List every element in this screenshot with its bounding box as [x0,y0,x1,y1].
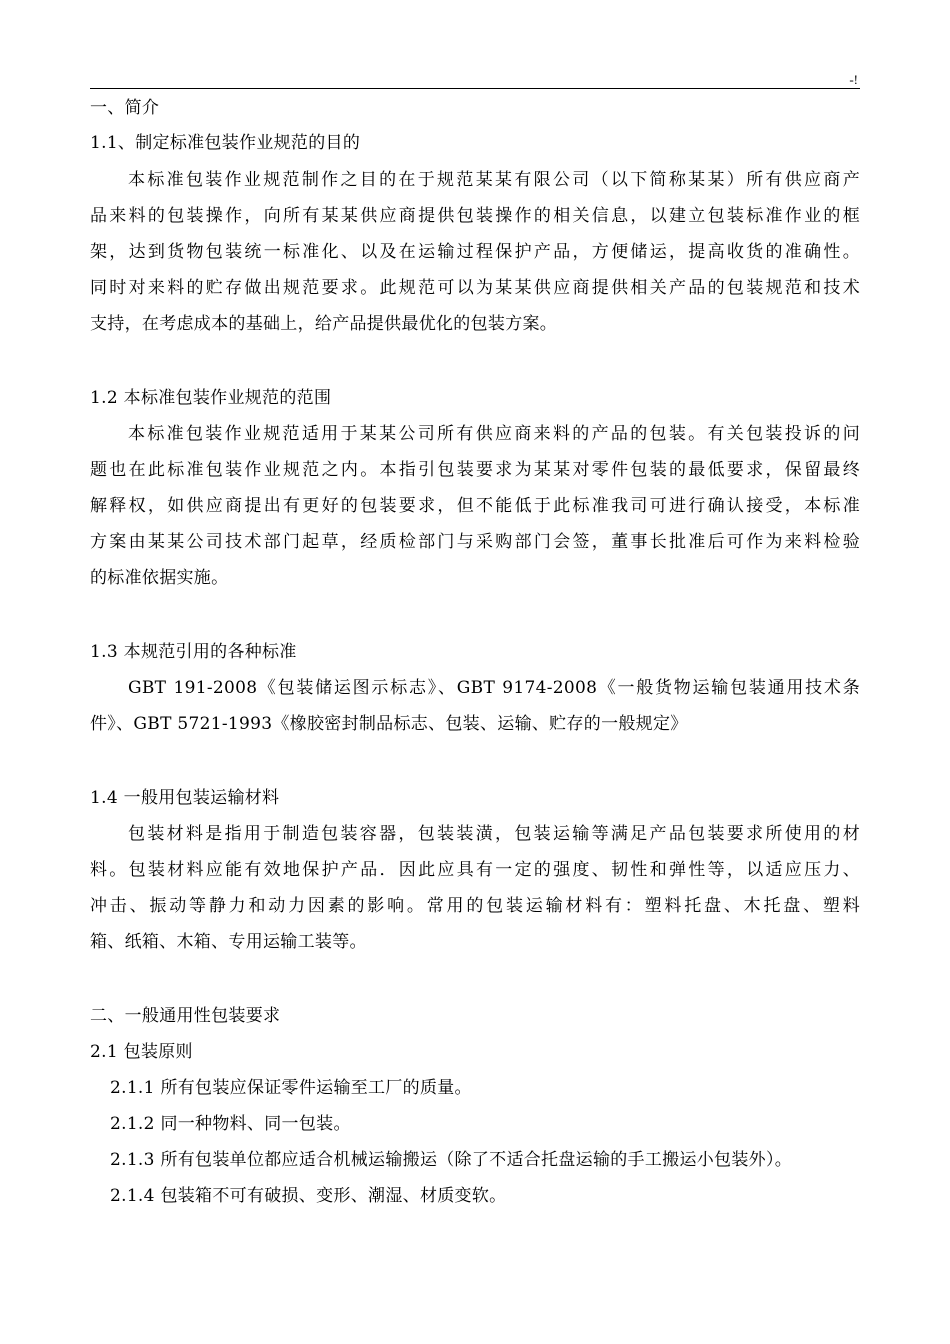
section-1-3-heading: 1.3 本规范引用的各种标准 [90,642,297,662]
paragraph-line: 题也在此标准包装作业规范之内。本指引包装要求为某某对零件包装的最低要求，保留最终 [90,460,860,480]
section-1-4-heading: 1.4 一般用包装运输材料 [90,788,280,808]
paragraph-line: 本标准包装作业规范制作之目的在于规范某某有限公司（以下简称某某）所有供应商产 [128,170,860,190]
paragraph-line: 支持，在考虑成本的基础上，给产品提供最优化的包装方案。 [90,314,558,334]
paragraph-line: 解释权，如供应商提出有更好的包装要求，但不能低于此标准我司可进行确认接受，本标准 [90,496,860,516]
section-2-1-heading: 2.1 包装原则 [90,1042,193,1062]
paragraph-line: 架，达到货物包装统一标准化、以及在运输过程保护产品，方便储运，提高收货的准确性。 [90,242,860,262]
section-1-heading: 一、简介 [90,98,160,118]
paragraph-line: 本标准包装作业规范适用于某某公司所有供应商来料的产品的包装。有关包装投诉的问 [128,424,860,444]
list-item: 2.1.3 所有包装单位都应适合机械运输搬运（除了不适合托盘运输的手工搬运小包装外）。 [110,1150,793,1170]
paragraph-line: GBT 191-2008《包装储运图示标志》、GBT 9174-2008《一般货物运输包装通用技术条 [128,678,860,698]
paragraph-line: 冲击、振动等静力和动力因素的影响。常用的包装运输材料有：塑料托盘、木托盘、塑料 [90,896,860,916]
section-1-2-heading: 1.2 本标准包装作业规范的范围 [90,388,332,408]
section-2-heading: 二、一般通用性包装要求 [90,1006,281,1026]
paragraph-line: 件》、GBT 5721-1993《橡胶密封制品标志、包装、运输、贮存的一般规定》 [90,714,688,734]
paragraph-line: 同时对来料的贮存做出规范要求。此规范可以为某某供应商提供相关产品的包装规范和技术 [90,278,860,298]
paragraph-line: 方案由某某公司技术部门起草，经质检部门与采购部门会签，董事长批准后可作为来料检验 [90,532,860,552]
paragraph-line: 包装材料是指用于制造包装容器，包装装潢，包装运输等满足产品包装要求所使用的材 [128,824,860,844]
section-1-1-heading: 1.1、制定标准包装作业规范的目的 [90,133,361,153]
paragraph-line: 料。包装材料应能有效地保护产品．因此应具有一定的强度、韧性和弹性等，以适应压力、 [90,860,860,880]
paragraph-line: 品来料的包装操作，向所有某某供应商提供包装操作的相关信息，以建立包装标准作业的框 [90,206,860,226]
list-item: 2.1.1 所有包装应保证零件运输至工厂的质量。 [110,1078,472,1098]
paragraph-line: 的标准依据实施。 [90,568,229,588]
paragraph-line: 箱、纸箱、木箱、专用运输工装等。 [90,932,367,952]
list-item: 2.1.4 包装箱不可有破损、变形、潮湿、材质变软。 [110,1186,507,1206]
header-rule [90,88,860,89]
list-item: 2.1.2 同一种物料、同一包装。 [110,1114,351,1134]
document-body [90,92,860,1214]
page-number: -! [849,72,858,87]
